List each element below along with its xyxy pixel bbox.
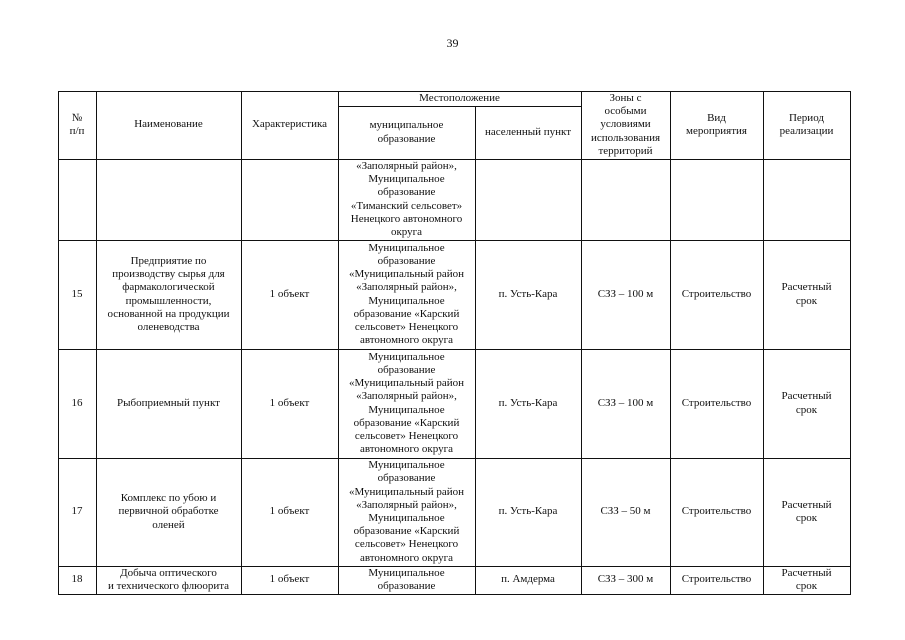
table-grid-line [338, 91, 339, 595]
header-zones: Зоны с особыми условиями использования территорий [590, 92, 661, 157]
table-cell-period: Расчетный срок [781, 566, 832, 592]
table-grid-line [763, 91, 764, 595]
table-cell-settlement: п. Амдерма [501, 573, 555, 586]
table-grid-line [58, 458, 851, 459]
table-grid-line [58, 91, 59, 595]
page-number: 39 [446, 36, 459, 50]
table-cell-municipality: «Заполярный район», Муниципальное образование «Тиманский сельсовет» Ненецкого автономного округа [350, 159, 463, 238]
table-cell-char: 1 объект [269, 396, 310, 409]
table-cell-char [241, 159, 338, 240]
table-cell-num: 16 [71, 396, 83, 409]
table-cell-settlement: п. Усть-Кара [498, 505, 558, 518]
table-grid-line [338, 106, 581, 107]
header-municipality: муниципальное образование [369, 119, 444, 145]
table-cell-period: Расчетный срок [781, 498, 832, 524]
table-grid-line [670, 91, 671, 595]
table-grid-line [241, 91, 242, 595]
table-cell-zones: СЗЗ – 300 м [597, 573, 654, 586]
table-cell-type [670, 159, 763, 240]
table-cell-type: Строительство [681, 287, 752, 300]
header-num: № п/п [69, 111, 85, 137]
table-cell-name: Комплекс по убою и первичной обработке оленей [118, 492, 219, 531]
table-cell-name: Рыбоприемный пункт [117, 396, 220, 409]
table-cell-name: Добыча оптического и технического флюорита [107, 566, 230, 592]
table-cell-char: 1 объект [269, 505, 310, 518]
table-cell-settlement: п. Усть-Кара [498, 396, 558, 409]
table-cell-type: Строительство [681, 396, 752, 409]
table-cell-settlement: п. Усть-Кара [498, 287, 558, 300]
table-cell-char: 1 объект [269, 573, 310, 586]
table-grid-line [58, 91, 851, 92]
table-cell-num [58, 159, 96, 240]
table-cell-type: Строительство [681, 505, 752, 518]
table-grid-line [58, 566, 851, 567]
table-cell-municipality: Муниципальное образование [368, 566, 445, 592]
table-cell-period [763, 159, 850, 240]
table-grid-line [850, 91, 851, 595]
table-cell-period: Расчетный срок [781, 390, 832, 416]
table-grid-line [58, 349, 851, 350]
header-name: Наименование [134, 118, 203, 131]
header-characteristic: Характеристика [251, 118, 328, 131]
header-period: Период реализации [779, 111, 834, 137]
table-cell-zones: СЗЗ – 100 м [597, 396, 654, 409]
header-settlement: населенный пункт [484, 125, 572, 138]
table-grid-line [58, 594, 851, 595]
table-cell-zones: СЗЗ – 50 м [600, 505, 651, 518]
table-cell-num: 15 [71, 287, 83, 300]
table-cell-municipality: Муниципальное образование «Муниципальный район «Заполярный район», Муниципальное образование «Карский сельсовет» Ненецкого автономного округа [349, 459, 464, 564]
table-grid-line [58, 240, 851, 241]
table-cell-num: 18 [71, 573, 83, 586]
table-cell-zones: СЗЗ – 100 м [597, 287, 654, 300]
table-cell-num: 17 [71, 505, 83, 518]
table-cell-name: Предприятие по производству сырья для фармакологической промышленности, основанной на продукции оленеводства [107, 254, 230, 333]
table-cell-type: Строительство [681, 573, 752, 586]
header-event-type: Вид мероприятия [686, 111, 747, 137]
table-cell-settlement [475, 159, 581, 240]
table-cell-municipality: Муниципальное образование «Муниципальный район «Заполярный район», Муниципальное образование «Карский сельсовет» Ненецкого автономного округа [349, 350, 464, 456]
table-cell-name [96, 159, 241, 240]
table-cell-char: 1 объект [269, 287, 310, 300]
table-cell-municipality: Муниципальное образование «Муниципальный район «Заполярный район», Муниципальное образование «Карский сельсовет» Ненецкого автономного округа [349, 241, 464, 347]
table-grid-line [58, 159, 851, 160]
table-grid-line [581, 91, 582, 595]
table-grid-line [96, 91, 97, 595]
table-cell-zones [581, 159, 670, 240]
header-location: Местоположение [419, 91, 500, 104]
table-grid-line [475, 106, 476, 595]
table-cell-period: Расчетный срок [781, 281, 832, 307]
